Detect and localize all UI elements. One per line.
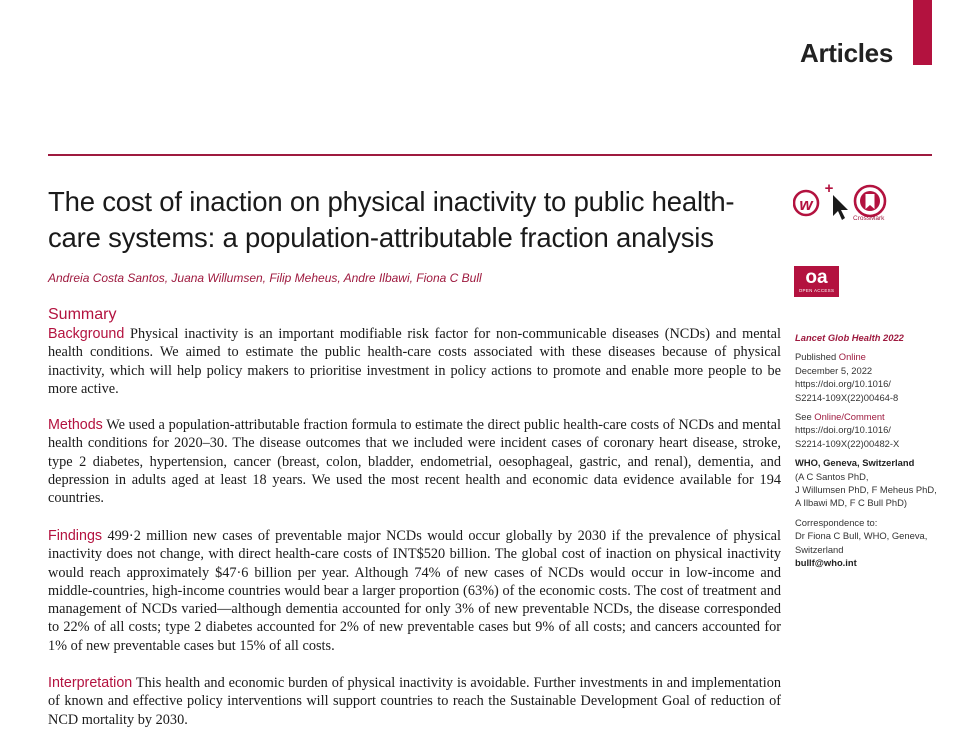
header-rule [48,154,932,156]
article-title: The cost of inaction on physical inactivity to public health-care systems: a population-attributable fraction analysis [48,186,735,253]
w-plus-icon[interactable] [794,182,834,215]
findings-text: 499·2 million new cases of preventable major NCDs would occur globally by 2030 if the prevalence of physical inactivity does not change, with direct health-care costs of INT$520 billion. The global cost of inaction on physical inactivity would reach approximately $47·6 billion per year. Although 74% of new cases of NCDs would occur in low-income and middle-countries, high-income countries would bear a larger proportion (63%) of the economic costs. The cost of treatment and management of NCDs varied—although dementia accounted for only 3% of new preventable NCDs, the disease corresponded to 22% of all costs; type 2 diabetes accounted for 2% of new preventable cases but 9% of all costs; and cancers accounted for 1% of new preventable cases but 15% of all costs. [48,528,781,654]
article-badges [793,182,903,228]
author-list[interactable]: Andreia Costa Santos, Juana Willumsen, Filip Meheus, Andre Ilbawi, Fiona C Bull [48,271,482,285]
findings-paragraph [48,527,781,655]
bookmark-circle-icon[interactable] [855,186,885,216]
oa-text: oa [805,267,828,288]
affiliation-line-2: J Willumsen PhD, F Meheus PhD, [795,484,937,496]
affiliation-line-1: (A C Santos PhD, [795,470,869,482]
methods-paragraph [48,416,781,507]
interpretation-paragraph [48,674,781,729]
methods-label: Methods [48,417,103,433]
doi-link-2b[interactable]: S2214-109X(22)00482-X [795,437,900,449]
published-prefix: Published [795,351,839,363]
see-comment-line [795,410,945,423]
affiliation: WHO, Geneva, Switzerland [795,457,915,469]
background-paragraph [48,325,781,398]
crossmark-label[interactable]: CrossMark [853,215,885,222]
interpretation-text: This health and economic burden of physical inactivity is avoidable. Further investments in and implementation of known and effective policy interventions will support countries to reach the Sustainable Development Goal of reduction of NCD mortality by 2030. [48,675,781,728]
article-sidebar [795,331,945,570]
doi-link-2a[interactable]: https://doi.org/10.1016/ [795,424,891,436]
findings-label: Findings [48,528,103,544]
section-color-tab [913,0,932,65]
interpretation-label: Interpretation [48,675,133,691]
section-label: Articles [800,38,893,68]
background-label: Background [48,326,125,342]
cursor-arrow-icon [833,195,848,220]
summary-heading: Summary [48,306,117,323]
correspondence-label: Correspondence to: [795,516,878,528]
correspondence-line-1: Dr Fiona C Bull, WHO, Geneva, [795,530,928,542]
affiliation-line-3: A Ilbawi MD, F C Bull PhD) [795,497,908,509]
doi-link-1a[interactable]: https://doi.org/10.1016/ [795,378,891,390]
svg-text:w: w [799,195,813,214]
doi-link-1b[interactable]: S2214-109X(22)00464-8 [795,391,899,403]
published-online-link[interactable]: Online [838,351,866,363]
online-comment-link[interactable]: Online/Comment [814,411,885,423]
published-date: December 5, 2022 [795,364,873,376]
svg-text:+: + [824,182,834,197]
published-line [795,350,945,363]
journal-citation: Lancet Glob Health 2022 [795,332,904,343]
correspondence-line-2: Switzerland [795,543,844,555]
open-access-badge [794,266,839,297]
see-prefix: See [795,411,815,423]
correspondence-email[interactable]: bullf@who.int [795,557,857,569]
background-text: Physical inactivity is an important modifiable risk factor for non-communicable diseases (NCDs) and mental health conditions. We aimed to estimate the public health-care costs associated with these diseases because of physical inactivity, which will help policy makers to prioritise investment in policy actions to promote and enable more people to be more active. [48,326,781,397]
methods-text: We used a population-attributable fraction formula to estimate the direct public health-care costs of NCDs and mental health conditions for 2020–30. The disease outcomes that we included were incident cases of coronary heart disease, stroke, type 2 diabetes, hypertension, cancer (breast, colon, bladder, endometrial, oesophageal, gastric, and renal), dementia, and depression in adults aged at least 18 years. We used the most recent health and economic data evidence available for 194 countries. [48,417,781,507]
oa-subtext: OPEN ACCESS [798,288,835,293]
